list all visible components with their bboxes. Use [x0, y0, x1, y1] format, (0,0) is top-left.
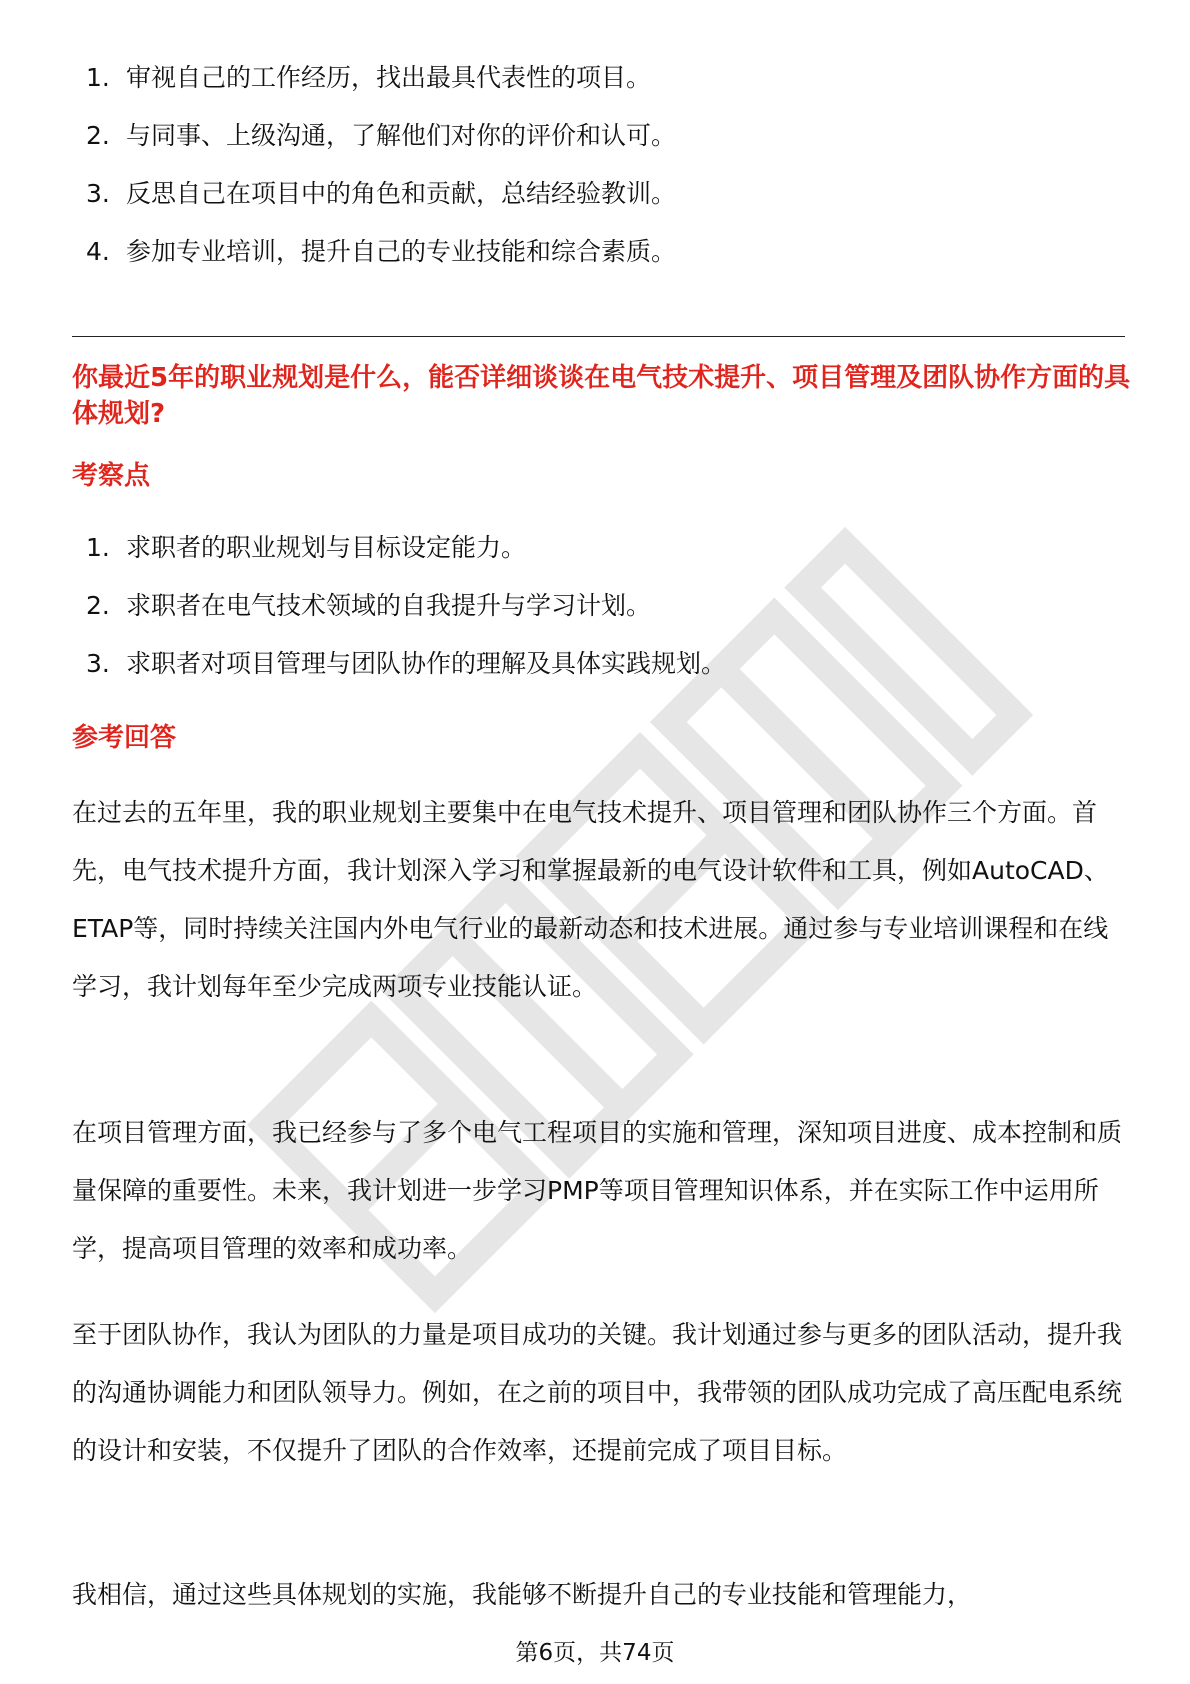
- list-item-number: 1.: [86, 63, 110, 92]
- list-item-text: 参加专业培训，提升自己的专业技能和综合素质。: [126, 237, 677, 266]
- list-item-number: 1.: [86, 533, 110, 562]
- list-item-text: 与同事、上级沟通，了解他们对你的评价和认可。: [126, 121, 677, 150]
- list-item-text: 审视自己的工作经历，找出最具代表性的项目。: [126, 63, 652, 92]
- list-item: [72, 118, 1122, 176]
- list-item: [72, 646, 1122, 704]
- page-footer: 第6页，共74页: [515, 1640, 675, 1666]
- answer-paragraph: 我相信，通过这些具体规划的实施，我能够不断提升自己的专业技能和管理能力，: [72, 1580, 973, 1609]
- list-item: [72, 588, 1122, 646]
- list-item-text: 求职者在电气技术领域的自我提升与学习计划。: [126, 591, 652, 620]
- list-item-text: 求职者的职业规划与目标设定能力。: [126, 533, 527, 562]
- list-item: [72, 176, 1122, 234]
- answer-paragraph: 至于团队协作，我认为团队的力量是项目成功的关键。我计划通过参与更多的团队活动，提升我的沟通协调能力和团队领导力。例如，在之前的项目中，我带领的团队成功完成了高压配电系统的设计和安装，不仅提升了团队的合作效率，还提前完成了项目目标。: [72, 1320, 1123, 1465]
- list-item-text: 反思自己在项目中的角色和贡献，总结经验教训。: [126, 179, 677, 208]
- list-item: [72, 60, 1122, 118]
- assessment-list: [72, 530, 1122, 704]
- list-item-number: 3.: [86, 649, 110, 678]
- list-item-text: 求职者对项目管理与团队协作的理解及具体实践规划。: [126, 649, 727, 678]
- answer-paragraph: 在过去的五年里，我的职业规划主要集中在电气技术提升、项目管理和团队协作三个方面。首先，电气技术提升方面，我计划深入学习和掌握最新的电气设计软件和工具，例如AutoCAD、ETAP等，同时持续关注国内外电气行业的最新动态和技术进展。通过参与专业培训课程和在线学习，我计划每年至少完成两项专业技能认证。: [72, 798, 1109, 1001]
- section-divider: [72, 336, 1125, 337]
- assessment-heading: 考察点: [72, 461, 151, 491]
- question-heading: 你最近5年的职业规划是什么，能否详细谈谈在电气技术提升、项目管理及团队协作方面的具体规划?: [72, 363, 1131, 429]
- answer-heading: 参考回答: [72, 723, 177, 753]
- list-item-number: 2.: [86, 591, 110, 620]
- answer-paragraph: 在项目管理方面，我已经参与了多个电气工程项目的实施和管理，深知项目进度、成本控制和质量保障的重要性。未来，我计划进一步学习PMP等项目管理知识体系，并在实际工作中运用所学，提高项目管理的效率和成功率。: [72, 1118, 1123, 1263]
- top-list: [72, 60, 1122, 292]
- list-item-number: 2.: [86, 121, 110, 150]
- list-item: [72, 530, 1122, 588]
- list-item-number: 3.: [86, 179, 110, 208]
- list-item: [72, 234, 1122, 292]
- list-item-number: 4.: [86, 237, 110, 266]
